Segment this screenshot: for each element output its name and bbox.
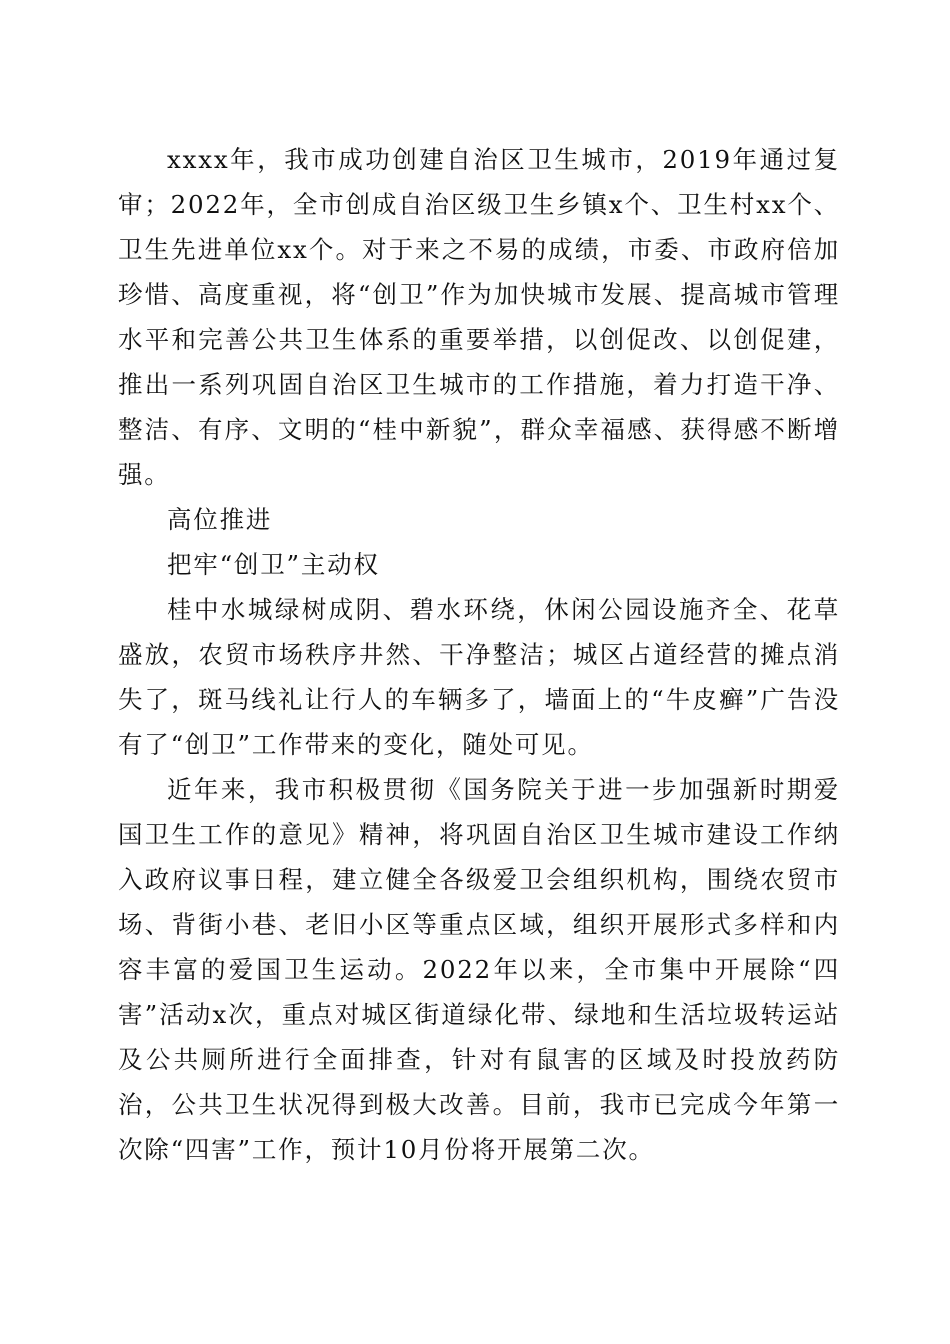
document-body [118,137,840,1172]
paragraph-intro: xxxx年，我市成功创建自治区卫生城市，2019年通过复审；2022年，全市创成自治区级卫生乡镇x个、卫生村xx个、卫生先进单位xx个。对于来之不易的成绩，市委、市政府倍加珍惜、高度重视，将“创卫”作为加快城市发展、提高城市管理水平和完善公共卫生体系的重要举措，以创促改、以创促建，推出一系列巩固自治区卫生城市的工作措施，着力打造干净、整洁、有序、文明的“桂中新貌”，群众幸福感、获得感不断增强。 [118,145,840,489]
section-heading-line-1: 高位推进 [167,505,273,534]
section-heading-line-2: 把牢“创卫”主动权 [167,550,380,579]
paragraph-city-changes: 桂中水城绿树成阴、碧水环绕，休闲公园设施齐全、花草盛放，农贸市场秩序井然、干净整洁；城区占道经营的摊点消失了，斑马线礼让行人的车辆多了，墙面上的“牛皮癣”广告没有了“创卫”工作带来的变化，随处可见。 [118,595,840,759]
paragraph-recent-years: 近年来，我市积极贯彻《国务院关于进一步加强新时期爱国卫生工作的意见》精神，将巩固自治区卫生城市建设工作纳入政府议事日程，建立健全各级爱卫会组织机构，围绕农贸市场、背街小巷、老旧小区等重点区域，组织开展形式多样和内容丰富的爱国卫生运动。2022年以来，全市集中开展除“四害”活动x次，重点对城区街道绿化带、绿地和生活垃圾转运站及公共厕所进行全面排查，针对有鼠害的区域及时投放药防治，公共卫生状况得到极大改善。目前，我市已完成今年第一次除“四害”工作，预计10月份将开展第二次。 [118,775,840,1164]
